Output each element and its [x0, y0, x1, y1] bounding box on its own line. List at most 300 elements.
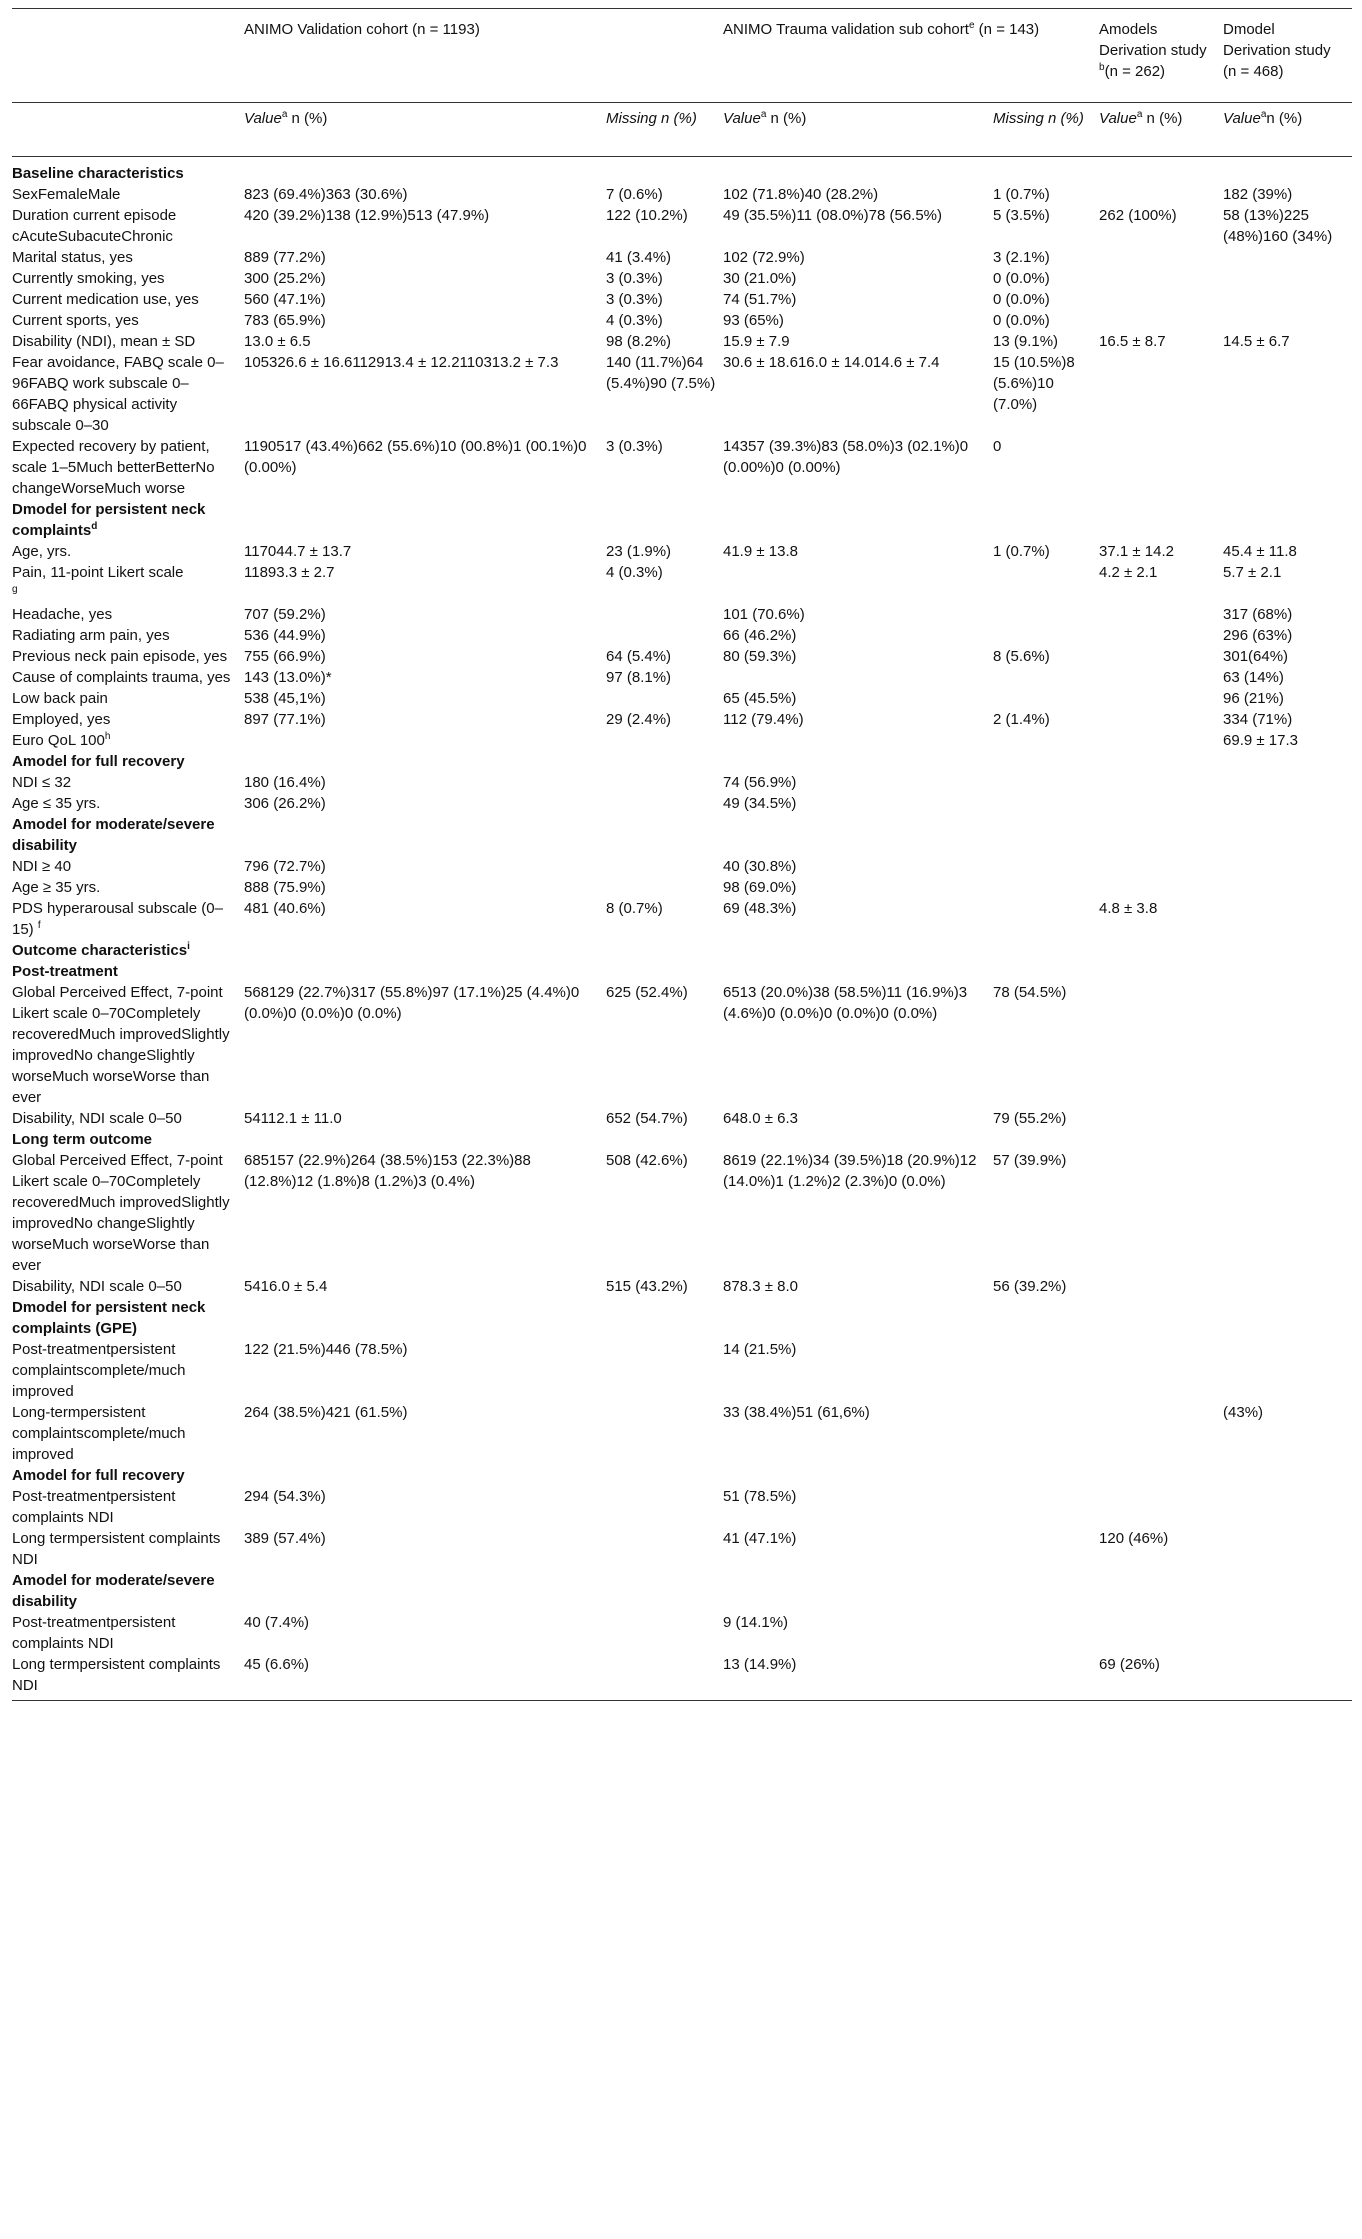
table-cell: 14 (21.5%) — [723, 1341, 797, 1358]
table-cell — [993, 562, 1099, 604]
table-cell — [606, 814, 723, 856]
table-cell: 560 (47.1%) — [244, 291, 326, 308]
section-label: Amodel for full recovery — [12, 753, 185, 770]
cohort-characteristics-table — [12, 8, 1352, 1701]
header-row — [12, 9, 1352, 103]
table-cell — [606, 1654, 723, 1701]
table-cell — [993, 1465, 1099, 1486]
table-cell — [1099, 310, 1223, 331]
table-cell: 783 (65.9%) — [244, 312, 326, 329]
table-cell: 0 (0.0%) — [993, 312, 1050, 329]
table-cell: 74 (56.9%) — [723, 774, 797, 791]
table-cell — [606, 157, 723, 185]
row-label: Current sports, yes — [12, 312, 139, 329]
table-cell: 481 (40.6%) — [244, 900, 326, 917]
table-cell: 97 (8.1%) — [606, 669, 672, 686]
table-cell — [1223, 793, 1352, 814]
table-cell — [1099, 646, 1223, 667]
row-label: NDI ≥ 40 — [12, 858, 72, 875]
row-label: Age, yrs. — [12, 543, 72, 560]
table-cell: 41 (3.4%) — [606, 249, 672, 266]
table-cell — [1099, 856, 1223, 877]
row-label: Post-treatmentpersistent complaints NDI — [12, 1488, 176, 1526]
header-amodels-derivation: Amodels Derivation study $^b$(n = 262) — [1099, 9, 1223, 103]
table-cell: 78 (54.5%) — [993, 984, 1067, 1001]
table-cell — [1099, 157, 1223, 185]
table-cell: 37.1 ± 14.2 — [1099, 543, 1174, 560]
table-row — [12, 709, 1352, 730]
table-cell — [1099, 877, 1223, 898]
row-label: SexFemaleMale — [12, 186, 121, 203]
table-cell — [1099, 1129, 1223, 1150]
table-cell — [723, 499, 993, 541]
table-cell: 1190517 (43.4%)662 (55.6%)10 (00.8%)1 (00.1%)0 (0.00%) — [244, 438, 587, 476]
table-cell — [993, 1402, 1099, 1465]
table-cell: 8 (0.7%) — [606, 900, 663, 917]
table-row — [12, 1276, 1352, 1297]
section-label: Long term outcome — [12, 1131, 153, 1148]
header-trauma-subcohort: ANIMO Trauma validation sub cohort$^e$ (n = 143) — [723, 9, 1099, 103]
table-cell: 536 (44.9%) — [244, 627, 326, 644]
table-cell: 29 (2.4%) — [606, 711, 672, 728]
section-label: Dmodel for persistent neck complaints$^d$ — [12, 501, 206, 539]
table-cell — [1099, 1402, 1223, 1465]
table-cell — [1223, 1108, 1352, 1129]
table-cell: 15.9 ± 7.9 — [723, 333, 790, 350]
table-cell: 13 (9.1%) — [993, 333, 1059, 350]
table-cell — [993, 1528, 1099, 1570]
table-cell — [1099, 1612, 1223, 1654]
row-label: Global Perceived Effect, 7-point Likert scale 0–70Completely recoveredMuch improvedSlightly improvedNo changeSlightly worseMuch worseWorse than ever — [12, 1152, 230, 1274]
table-cell — [723, 667, 993, 688]
table-container — [12, 8, 1352, 1701]
table-cell: 117044.7 ± 13.7 — [244, 543, 352, 560]
table-cell: 648.0 ± 6.3 — [723, 1110, 798, 1127]
table-cell: 66 (46.2%) — [723, 627, 797, 644]
table-cell — [606, 772, 723, 793]
table-cell — [606, 1612, 723, 1654]
table-row — [12, 562, 1352, 604]
table-cell: 755 (66.9%) — [244, 648, 326, 665]
table-cell — [1223, 1276, 1352, 1297]
table-cell — [1099, 667, 1223, 688]
table-row — [12, 898, 1352, 940]
table-cell: 6513 (20.0%)38 (58.5%)11 (16.9%)3 (4.6%)0 (0.0%)0 (0.0%)0 (0.0%) — [723, 984, 968, 1022]
table-cell — [993, 940, 1099, 961]
table-cell — [723, 157, 993, 185]
table-cell — [1223, 1465, 1352, 1486]
table-cell — [606, 793, 723, 814]
table-cell: (43%) — [1223, 1404, 1264, 1421]
table-cell — [1099, 184, 1223, 205]
table-cell — [1099, 1339, 1223, 1402]
table-cell — [1223, 877, 1352, 898]
table-cell — [606, 1297, 723, 1339]
row-label: Marital status, yes — [12, 249, 133, 266]
table-cell — [993, 667, 1099, 688]
table-cell: 93 (65%) — [723, 312, 784, 329]
table-cell — [723, 961, 993, 982]
table-cell: 98 (8.2%) — [606, 333, 672, 350]
table-cell: 56 (39.2%) — [993, 1278, 1067, 1295]
table-cell — [1099, 709, 1223, 730]
table-cell — [1223, 772, 1352, 793]
table-cell — [1099, 289, 1223, 310]
section-label: Amodel for full recovery — [12, 1467, 185, 1484]
table-cell: 264 (38.5%)421 (61.5%) — [244, 1404, 408, 1421]
table-cell: 64 (5.4%) — [606, 648, 672, 665]
table-cell — [606, 940, 723, 961]
table-cell — [244, 730, 606, 751]
table-cell — [1223, 1150, 1352, 1276]
table-cell — [993, 730, 1099, 751]
table-cell: 5416.0 ± 5.4 — [244, 1278, 328, 1295]
table-cell: 0 (0.0%) — [993, 291, 1050, 308]
table-row — [12, 247, 1352, 268]
subheader-value-4: Value$^a$n (%) — [1223, 103, 1352, 157]
table-cell — [244, 1297, 606, 1339]
table-cell — [1223, 1129, 1352, 1150]
table-cell: 41.9 ± 13.8 — [723, 543, 798, 560]
table-row — [12, 688, 1352, 709]
table-cell: 796 (72.7%) — [244, 858, 326, 875]
table-cell: 685157 (22.9%)264 (38.5%)153 (22.3%)88 (12.8%)12 (1.8%)8 (1.2%)3 (0.4%) — [244, 1152, 531, 1190]
table-cell — [1099, 961, 1223, 982]
table-cell: 8619 (22.1%)34 (39.5%)18 (20.9%)12 (14.0%)1 (1.2%)2 (2.3%)0 (0.0%) — [723, 1152, 977, 1190]
section-row — [12, 157, 1352, 185]
table-cell — [1223, 436, 1352, 499]
row-label: Post-treatmentpersistent complaints NDI — [12, 1614, 176, 1652]
table-cell — [606, 1339, 723, 1402]
table-cell — [1223, 1339, 1352, 1402]
table-cell: 30.6 ± 18.616.0 ± 14.014.6 ± 7.4 — [723, 354, 940, 371]
table-cell — [1223, 856, 1352, 877]
row-label: Euro QoL 100$^h$ — [12, 731, 111, 749]
table-cell — [1223, 157, 1352, 185]
table-cell — [1223, 1486, 1352, 1528]
table-cell: 54112.1 ± 11.0 — [244, 1110, 342, 1127]
row-label: Expected recovery by patient, scale 1–5Much betterBetterNo changeWorseMuch worse — [12, 438, 215, 497]
section-row — [12, 961, 1352, 982]
subheader-value-1: Value$^a$ n (%) — [244, 103, 606, 157]
table-row — [12, 268, 1352, 289]
row-label: Radiating arm pain, yes — [12, 627, 170, 644]
table-cell: 888 (75.9%) — [244, 879, 326, 896]
table-cell — [993, 604, 1099, 625]
table-cell: 878.3 ± 8.0 — [723, 1278, 798, 1295]
table-cell — [993, 157, 1099, 185]
table-cell — [993, 856, 1099, 877]
table-cell: 13.0 ± 6.5 — [244, 333, 311, 350]
table-cell — [1223, 1654, 1352, 1701]
table-cell: 45 (6.6%) — [244, 1654, 606, 1701]
table-cell — [606, 1465, 723, 1486]
table-cell: 57 (39.9%) — [993, 1152, 1067, 1169]
row-label: Disability, NDI scale 0–50 — [12, 1278, 182, 1295]
table-cell: 49 (35.5%)11 (08.0%)78 (56.5%) — [723, 207, 943, 224]
table-cell: 51 (78.5%) — [723, 1488, 797, 1505]
table-row — [12, 1654, 1352, 1701]
table-row — [12, 625, 1352, 646]
table-cell: 69 (26%) — [1099, 1654, 1223, 1701]
row-label: Current medication use, yes — [12, 291, 199, 308]
table-cell: 652 (54.7%) — [606, 1110, 688, 1127]
table-row — [12, 541, 1352, 562]
table-cell: 1 (0.7%) — [993, 186, 1050, 203]
table-cell — [1099, 730, 1223, 751]
table-row — [12, 1486, 1352, 1528]
table-cell — [1099, 814, 1223, 856]
table-cell — [1223, 1570, 1352, 1612]
table-row — [12, 877, 1352, 898]
table-cell: 317 (68%) — [1223, 606, 1293, 623]
table-cell: 515 (43.2%) — [606, 1278, 688, 1295]
row-label: Duration current episode cAcuteSubacuteChronic — [12, 207, 177, 245]
row-label: Post-treatmentpersistent complaintscomplete/much improved — [12, 1341, 186, 1400]
table-cell: 538 (45,1%) — [244, 690, 326, 707]
table-cell — [1223, 751, 1352, 772]
table-cell: 23 (1.9%) — [606, 543, 672, 560]
table-cell — [1223, 289, 1352, 310]
table-cell: 296 (63%) — [1223, 627, 1293, 644]
table-cell: 8 (5.6%) — [993, 648, 1050, 665]
table-cell: 15 (10.5%)8 (5.6%)10 (7.0%) — [993, 354, 1075, 413]
table-cell — [606, 688, 723, 709]
table-row — [12, 604, 1352, 625]
table-cell — [606, 1570, 723, 1612]
table-row — [12, 856, 1352, 877]
table-cell — [1099, 1465, 1223, 1486]
table-cell: 4 (0.3%) — [606, 312, 663, 329]
table-cell — [1223, 499, 1352, 541]
table-cell — [1099, 352, 1223, 436]
table-cell — [1223, 814, 1352, 856]
table-cell: 2 (1.4%) — [993, 711, 1050, 728]
table-cell — [993, 1129, 1099, 1150]
table-cell: 101 (70.6%) — [723, 606, 805, 623]
table-cell — [1099, 604, 1223, 625]
row-label: Cause of complaints trauma, yes — [12, 669, 231, 686]
table-cell — [606, 499, 723, 541]
table-cell — [993, 793, 1099, 814]
subheader-missing-2: Missing n (%) — [993, 103, 1099, 157]
table-cell: 112 (79.4%) — [723, 711, 804, 728]
row-label: Previous neck pain episode, yes — [12, 648, 228, 665]
table-row — [12, 772, 1352, 793]
table-row — [12, 1528, 1352, 1570]
table-cell — [244, 961, 606, 982]
table-cell — [1099, 940, 1223, 961]
table-cell: 420 (39.2%)138 (12.9%)513 (47.9%) — [244, 207, 490, 224]
table-row — [12, 1150, 1352, 1276]
table-cell — [993, 1339, 1099, 1402]
row-label: NDI ≤ 32 — [12, 774, 72, 791]
table-cell — [1099, 1150, 1223, 1276]
table-cell — [606, 1486, 723, 1528]
row-label: Disability (NDI), mean ± SD — [12, 333, 196, 350]
table-cell — [993, 814, 1099, 856]
table-cell: 180 (16.4%) — [244, 774, 326, 791]
table-cell — [723, 730, 993, 751]
table-row — [12, 1339, 1352, 1402]
section-row — [12, 499, 1352, 541]
section-label: Outcome characteristics$^i$ — [12, 941, 190, 959]
table-cell: 3 (0.3%) — [606, 270, 663, 287]
table-cell — [1223, 1297, 1352, 1339]
table-cell — [606, 1528, 723, 1570]
table-row — [12, 352, 1352, 436]
section-label: Baseline characteristics — [12, 165, 184, 182]
table-cell: 40 (7.4%) — [244, 1614, 310, 1631]
section-label: Dmodel for persistent neck complaints (GPE) — [12, 1299, 206, 1337]
table-cell — [993, 898, 1099, 940]
section-label: Amodel for moderate/severe disability — [12, 816, 215, 854]
table-cell — [993, 1612, 1099, 1654]
table-cell — [993, 751, 1099, 772]
table-cell — [1099, 247, 1223, 268]
table-cell: 96 (21%) — [1223, 690, 1284, 707]
table-cell: 823 (69.4%)363 (30.6%) — [244, 186, 408, 203]
table-cell — [1099, 268, 1223, 289]
table-cell — [606, 856, 723, 877]
table-cell — [1223, 268, 1352, 289]
table-cell — [1223, 310, 1352, 331]
table-cell — [1099, 982, 1223, 1108]
section-row — [12, 751, 1352, 772]
table-cell: 63 (14%) — [1223, 669, 1284, 686]
table-cell — [993, 961, 1099, 982]
table-cell — [993, 877, 1099, 898]
row-label: Age ≤ 35 yrs. — [12, 795, 101, 812]
table-cell: 182 (39%) — [1223, 186, 1293, 203]
table-cell: 306 (26.2%) — [244, 795, 326, 812]
table-cell: 897 (77.1%) — [244, 711, 326, 728]
section-row — [12, 1465, 1352, 1486]
table-cell — [723, 1570, 993, 1612]
table-cell: 1 (0.7%) — [993, 543, 1050, 560]
table-cell — [606, 1129, 723, 1150]
table-cell: 33 (38.4%)51 (61,6%) — [723, 1404, 870, 1421]
table-cell: 7 (0.6%) — [606, 186, 663, 203]
table-cell — [244, 1129, 606, 1150]
table-cell — [723, 814, 993, 856]
table-cell — [1099, 1297, 1223, 1339]
table-cell — [993, 688, 1099, 709]
table-cell: 16.5 ± 8.7 — [1099, 333, 1166, 350]
table-cell — [1223, 352, 1352, 436]
table-row — [12, 982, 1352, 1108]
table-cell — [244, 751, 606, 772]
table-cell: 9 (14.1%) — [723, 1614, 789, 1631]
row-label: Long termpersistent complaints NDI — [12, 1654, 244, 1701]
table-cell — [723, 1297, 993, 1339]
table-cell: 0 — [993, 438, 1002, 455]
table-cell: 294 (54.3%) — [244, 1488, 326, 1505]
table-cell: 14357 (39.3%)83 (58.0%)3 (02.1%)0 (0.00%)0 (0.00%) — [723, 438, 969, 476]
table-cell — [1099, 751, 1223, 772]
table-cell — [993, 1654, 1099, 1701]
table-cell — [1099, 793, 1223, 814]
section-label: Post-treatment — [12, 963, 118, 980]
table-row — [12, 730, 1352, 751]
table-cell: 5.7 ± 2.1 — [1223, 564, 1282, 581]
table-row — [12, 436, 1352, 499]
table-body — [12, 157, 1352, 1701]
table-cell: 11893.3 ± 2.7 — [244, 564, 335, 581]
table-cell — [1223, 1612, 1352, 1654]
table-cell — [723, 1129, 993, 1150]
table-cell — [1099, 688, 1223, 709]
table-cell: 300 (25.2%) — [244, 270, 326, 287]
subheader-value-2: Value$^a$ n (%) — [723, 103, 993, 157]
table-cell: 5 (3.5%) — [993, 207, 1050, 224]
section-row — [12, 814, 1352, 856]
table-row — [12, 1108, 1352, 1129]
table-cell: 45.4 ± 11.8 — [1223, 543, 1297, 560]
table-cell: 334 (71%) — [1223, 711, 1293, 728]
table-cell: 49 (34.5%) — [723, 795, 797, 812]
table-row — [12, 1402, 1352, 1465]
header-animo-validation: ANIMO Validation cohort (n = 1193) — [244, 9, 723, 103]
table-cell: 69 (48.3%) — [723, 900, 797, 917]
table-row — [12, 205, 1352, 247]
table-cell: 4.2 ± 2.1 — [1099, 564, 1158, 581]
subheader-row — [12, 103, 1352, 157]
section-label: Amodel for moderate/severe disability — [12, 1572, 215, 1610]
table-cell — [723, 1465, 993, 1486]
row-label: Currently smoking, yes — [12, 270, 165, 287]
table-cell: 80 (59.3%) — [723, 648, 797, 665]
row-label: Global Perceived Effect, 7-point Likert scale 0–70Completely recoveredMuch improvedSlightly improvedNo changeSlightly worseMuch worseWorse than ever — [12, 984, 230, 1106]
subheader-value-3: Value$^a$ n (%) — [1099, 103, 1223, 157]
table-cell — [1223, 1528, 1352, 1570]
table-cell: 3 (2.1%) — [993, 249, 1050, 266]
table-cell — [244, 814, 606, 856]
table-cell: 889 (77.2%) — [244, 249, 326, 266]
table-cell: 58 (13%)225 (48%)160 (34%) — [1223, 207, 1333, 245]
table-row — [12, 331, 1352, 352]
table-cell — [993, 1570, 1099, 1612]
table-cell: 98 (69.0%) — [723, 879, 797, 896]
table-cell: 30 (21.0%) — [723, 270, 797, 287]
row-label: Employed, yes — [12, 711, 111, 728]
table-cell: 707 (59.2%) — [244, 606, 326, 623]
table-cell: 14.5 ± 6.7 — [1223, 333, 1290, 350]
table-cell — [1099, 436, 1223, 499]
table-cell — [606, 751, 723, 772]
table-cell — [1099, 625, 1223, 646]
table-cell — [244, 1465, 606, 1486]
table-cell: 4 (0.3%) — [606, 564, 663, 581]
table-cell — [1099, 1570, 1223, 1612]
table-cell — [606, 961, 723, 982]
row-label: Low back pain — [12, 690, 108, 707]
table-cell — [244, 940, 606, 961]
section-row — [12, 1129, 1352, 1150]
table-cell — [606, 604, 723, 625]
table-cell: 105326.6 ± 16.6112913.4 ± 12.2110313.2 ± 7.3 — [244, 354, 559, 371]
section-row — [12, 940, 1352, 961]
table-cell: 3 (0.3%) — [606, 438, 663, 455]
row-label: Long termpersistent complaints NDI — [12, 1530, 221, 1568]
row-label: Age ≥ 35 yrs. — [12, 879, 101, 896]
table-cell: 140 (11.7%)64 (5.4%)90 (7.5%) — [606, 354, 716, 392]
table-cell — [244, 1570, 606, 1612]
table-cell: 102 (71.8%)40 (28.2%) — [723, 186, 879, 203]
section-row — [12, 1297, 1352, 1339]
table-cell: 262 (100%) — [1099, 207, 1177, 224]
table-cell: 568129 (22.7%)317 (55.8%)97 (17.1%)25 (4.4%)0 (0.0%)0 (0.0%)0 (0.0%) — [244, 984, 580, 1022]
